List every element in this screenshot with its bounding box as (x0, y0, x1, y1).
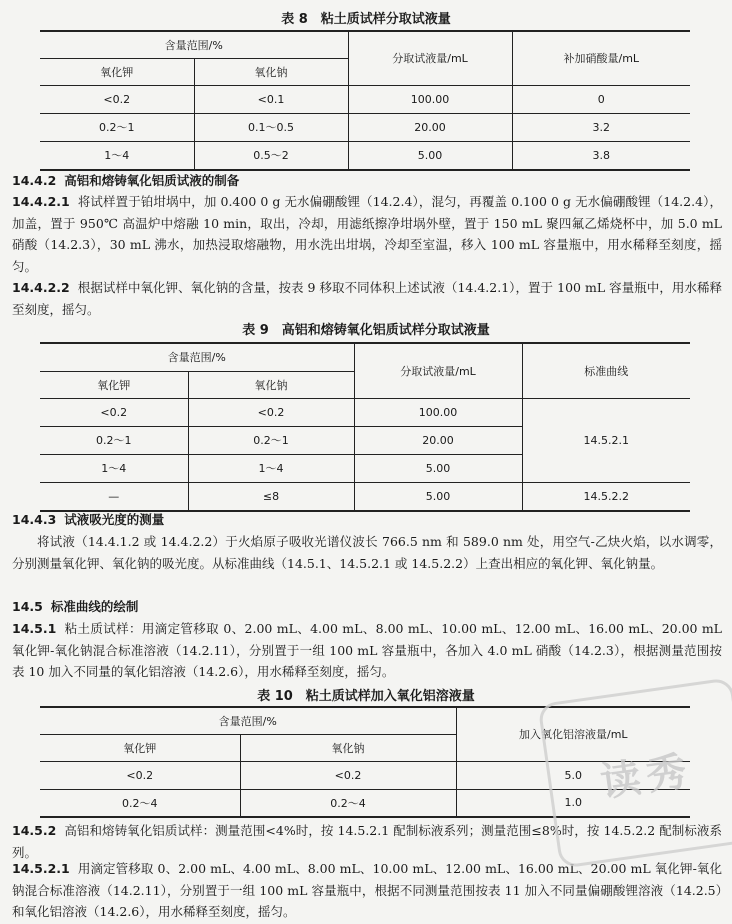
table10-col-na: 氧化钠 (240, 734, 456, 761)
table8-cell: 20.00 (348, 113, 512, 141)
section-text: 将试样置于铂坩埚中，加 0.400 0 g 无水偏硼酸锂（14.2.4），混匀，再覆盖 0.100 0 g 无水偏硼酸锂（14.2.4），加盖，置于 950℃ 高温炉中熔融 10 min，取出，冷却，用滤纸擦净坩埚外壁，置于 150 mL 聚四氟乙烯烧杯中，加 5.0 mL 硝酸（14.2.3），30 mL 沸水，加热浸取熔融物，用水洗出坩埚，冷却至室温，移入 100 mL 容量瓶中，用水稀释至刻度，摇匀。 (12, 194, 722, 274)
table-row (40, 141, 690, 170)
table8-cell: 0.5～2 (194, 141, 348, 170)
table9-cell: <0.2 (40, 398, 188, 426)
table8-cell: 0.2～1 (40, 113, 194, 141)
table8-col-na: 氧化钠 (194, 58, 348, 85)
section-number: 14.4.3 (12, 512, 57, 527)
table8-cell: <0.2 (40, 85, 194, 113)
table8-caption: 表 8 粘土质试样分取试液量 (281, 12, 451, 27)
table9-cell: ≤8 (188, 482, 354, 511)
table8-group-header: 含量范围/% (40, 31, 348, 58)
table9-cell: 5.00 (354, 454, 522, 482)
table8-col-acid: 补加硝酸量/mL (512, 31, 690, 85)
table9-cell: 14.5.2.1 (522, 398, 690, 482)
section-text: 高铝和熔铸氧化铝质试样：测量范围<4%时，按 14.5.2.1 配制标液系列；测量范围≤8%时，按 14.5.2.2 配制标液系列。 (12, 823, 722, 860)
table9-cell: 100.00 (354, 398, 522, 426)
table9 (40, 342, 690, 512)
table-row (40, 482, 690, 511)
section-number: 14.4.2 (12, 173, 57, 188)
section-title: 试液吸光度的测量 (64, 512, 165, 527)
table9-cell: 1～4 (40, 454, 188, 482)
table10-cell: 0.2～4 (240, 789, 456, 817)
table10-group-header: 含量范围/% (40, 707, 456, 734)
section-14-5-1 (12, 618, 722, 683)
section-14-4-3-text: 将试液（14.4.1.2 或 14.4.2.2）于火焰原子吸收光谱仪波长 766.5 nm 和 589.0 nm 处，用空气-乙炔火焰，以水调零，分别测量氧化钾、氧化钠的吸光度。从标准曲线（14.5.1、14.5.2.1 或 14.5.2.2）上查出相应的氧化钾、氧化钠量。 (12, 534, 722, 571)
table8-cell: <0.1 (194, 85, 348, 113)
table9-col-na: 氧化钠 (188, 371, 354, 398)
section-number: 14.5.2.1 (12, 861, 70, 876)
table-row (40, 113, 690, 141)
table9-col-k: 氧化钾 (40, 371, 188, 398)
section-number: 14.5.1 (12, 621, 57, 636)
section-14-5-heading (12, 596, 722, 618)
table8 (40, 30, 690, 171)
table8-cell: 3.8 (512, 141, 690, 170)
section-14-4-2-heading (12, 170, 722, 192)
table8-cell: 1～4 (40, 141, 194, 170)
section-text: 粘土质试样：用滴定管移取 0、2.00 mL、4.00 mL、8.00 mL、10.00 mL、12.00 mL、16.00 mL、20.00 mL 氧化钾-氧化钠混合标准溶液（14.2.11），分别置于一组 100 mL 容量瓶中，各加入 4.0 mL 硝酸（14.2.3），根据测量范围按表 10 加入不同量的氧化铝溶液（14.2.6），用水稀释至刻度，摇匀。 (12, 621, 722, 679)
table9-cell: 20.00 (354, 426, 522, 454)
section-number: 14.5.2 (12, 823, 57, 838)
table8-cell: 0.1～0.5 (194, 113, 348, 141)
table8-col-vol: 分取试液量/mL (348, 31, 512, 85)
table10-cell: 0.2～4 (40, 789, 240, 817)
watermark-stamp (537, 677, 732, 869)
section-text: 根据试样中氧化钾、氧化钠的含量，按表 9 移取不同体积上述试液（14.4.2.1），置于 100 mL 容量瓶中，用水稀释至刻度，摇匀。 (12, 280, 722, 317)
table9-col-vol: 分取试液量/mL (354, 343, 522, 398)
table10-col-k: 氧化钾 (40, 734, 240, 761)
section-14-5-2-1 (12, 858, 722, 923)
table8-col-k: 氧化钾 (40, 58, 194, 85)
section-14-4-2-2 (12, 277, 722, 320)
table10-cell: <0.2 (40, 761, 240, 789)
table10-cell: 5.0 (456, 761, 690, 789)
section-number: 14.4.2.1 (12, 194, 70, 209)
table9-caption: 表 9 高铝和熔铸氧化铝质试样分取试液量 (242, 323, 490, 338)
section-title: 标准曲线的绘制 (50, 599, 139, 614)
section-text: 用滴定管移取 0、2.00 mL、4.00 mL、8.00 mL、10.00 mL、12.00 mL、16.00 mL、20.00 mL 氧化钾-氧化钠混合标准溶液（14.2.11），分别置于一组 100 mL 容量瓶中，根据不同测量范围按表 11 加入不同量偏硼酸锂溶液（14.2.5）和氧化铝溶液（14.2.6），用水稀释至刻度，摇匀。 (12, 861, 722, 919)
table9-cell: 14.5.2.2 (522, 482, 690, 511)
watermark-stamp-text: 读秀 (597, 747, 696, 806)
table-row (40, 85, 690, 113)
table8-cell: 3.2 (512, 113, 690, 141)
section-number: 14.4.2.2 (12, 280, 70, 295)
table9-cell: 5.00 (354, 482, 522, 511)
table9-cell: 0.2～1 (188, 426, 354, 454)
table-row (40, 398, 690, 426)
section-14-4-3-heading (12, 509, 722, 531)
table8-cell: 5.00 (348, 141, 512, 170)
section-14-4-2-1 (12, 191, 722, 277)
table8-cell: 100.00 (348, 85, 512, 113)
table9-col-curve: 标准曲线 (522, 343, 690, 398)
section-title: 高铝和熔铸氧化铝质试液的制备 (64, 173, 240, 188)
table10-cell: <0.2 (240, 761, 456, 789)
section-number: 14.5 (12, 599, 43, 614)
table8-cell: 0 (512, 85, 690, 113)
table9-cell: — (40, 482, 188, 511)
table9-group-header: 含量范围/% (40, 343, 354, 371)
table9-cell: 0.2～1 (40, 426, 188, 454)
table9-cell: 1～4 (188, 454, 354, 482)
table10-cell: 1.0 (456, 789, 690, 817)
table10-col-al: 加入氧化铝溶液量/mL (456, 707, 690, 761)
table10-caption: 表 10 粘土质试样加入氧化铝溶液量 (257, 689, 475, 704)
table9-cell: <0.2 (188, 398, 354, 426)
